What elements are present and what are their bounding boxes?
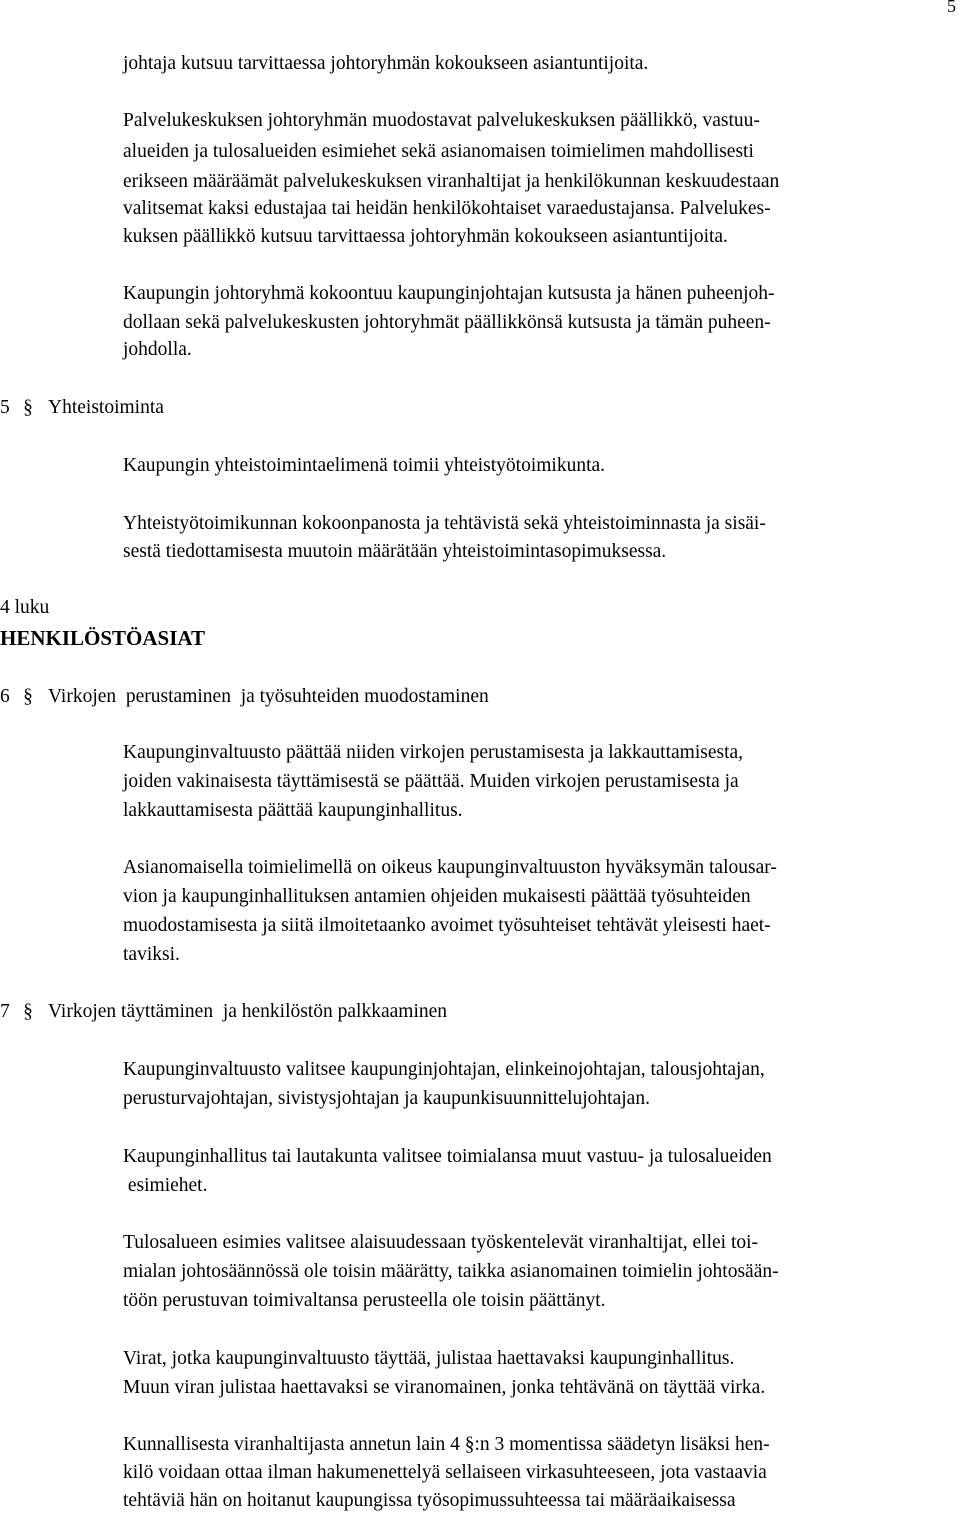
body-line: Palvelukeskuksen johtoryhmän muodostavat palvelukeskuksen päällikkö, vastuu- — [123, 110, 760, 131]
section-title: Yhteistoiminta — [48, 397, 164, 418]
body-line: kilö voidaan ottaa ilman hakumenettelyä sellaiseen virkasuhteeseen, jota vastaavia — [123, 1462, 767, 1483]
body-line: töön perustuvan toimivaltansa perusteella ole toisin päättänyt. — [123, 1290, 606, 1311]
body-line: Muun viran julistaa haettavaksi se viranomainen, jonka tehtävänä on täyttää virka. — [123, 1377, 766, 1398]
body-line: valitsemat kaksi edustajaa tai heidän henkilökohtaiset varaedustajansa. Palvelukes- — [123, 198, 771, 219]
body-line: Kaupungin johtoryhmä kokoontuu kaupunginjohtajan kutsusta ja hänen puheenjoh- — [123, 283, 775, 304]
body-line: Kaupunginvaltuusto päättää niiden virkojen perustamisesta ja lakkauttamisesta, — [123, 742, 744, 763]
body-line: vion ja kaupunginhallituksen antamien ohjeiden mukaisesti päättää työsuhteiden — [123, 886, 751, 907]
section-heading-6 — [0, 687, 489, 707]
body-line: esimiehet. — [123, 1175, 208, 1196]
body-line: mialan johtosäännössä ole toisin määrätty, taikka asianomainen toimielin johtosään- — [123, 1261, 779, 1282]
body-line: tehtäviä hän on hoitanut kaupungissa työsopimussuhteessa tai määräaikaisessa — [123, 1490, 736, 1511]
section-sign: § — [23, 397, 33, 418]
section-sign: § — [23, 1001, 33, 1022]
body-line: Tulosalueen esimies valitsee alaisuudessaan työskentelevät viranhaltijat, ellei toi- — [123, 1232, 759, 1253]
body-line: sestä tiedottamisesta muutoin määrätään yhteistoimintasopimuksessa. — [123, 541, 667, 562]
body-line: Asianomaisella toimielimellä on oikeus kaupunginvaltuuston hyväksymän talousar- — [123, 857, 777, 878]
section-number: 5 — [0, 397, 10, 418]
body-line: johdolla. — [123, 339, 192, 360]
chapter-title: HENKILÖSTÖASIAT — [0, 626, 206, 650]
body-line: taviksi. — [123, 944, 180, 965]
body-line: johtaja kutsuu tarvittaessa johtoryhmän kokoukseen asiantuntijoita. — [123, 53, 649, 74]
body-line: perusturvajohtajan, sivistysjohtajan ja kaupunkisuunnittelujohtajan. — [123, 1088, 650, 1109]
section-number: 6 — [0, 686, 10, 707]
body-line: lakkauttamisesta päättää kaupunginhallitus. — [123, 800, 463, 821]
body-line: Kaupunginvaltuusto valitsee kaupunginjohtajan, elinkeinojohtajan, talousjohtajan, — [123, 1059, 765, 1080]
page-number: 5 — [947, 0, 956, 16]
body-line: dollaan sekä palvelukeskusten johtoryhmät päällikkönsä kutsusta ja tämän puheen- — [123, 312, 771, 333]
body-line: kuksen päällikkö kutsuu tarvittaessa johtoryhmän kokoukseen asiantuntijoita. — [123, 226, 728, 247]
section-heading-7 — [0, 1002, 447, 1022]
body-line: muodostamisesta ja siitä ilmoitetaanko avoimet työsuhteiset tehtävät yleisesti haet- — [123, 915, 771, 936]
section-number: 7 — [0, 1001, 10, 1022]
section-sign: § — [23, 686, 33, 707]
body-line: Kaupungin yhteistoimintaelimenä toimii yhteistyötoimikunta. — [123, 455, 606, 476]
section-title: Virkojen täyttäminen ja henkilöstön palkkaaminen — [48, 1001, 448, 1022]
body-line: Kaupunginhallitus tai lautakunta valitsee toimialansa muut vastuu- ja tulosalueiden — [123, 1146, 772, 1167]
body-line: Virat, jotka kaupunginvaltuusto täyttää, julistaa haettavaksi kaupunginhallitus. — [123, 1348, 735, 1369]
body-line: alueiden ja tulosalueiden esimiehet sekä asianomaisen toimielimen mahdollisesti — [123, 141, 754, 162]
section-title: Virkojen perustaminen ja työsuhteiden muodostaminen — [48, 686, 489, 707]
body-line: Yhteistyötoimikunnan kokoonpanosta ja tehtävistä sekä yhteistoiminnasta ja sisäi- — [123, 513, 766, 534]
body-line: erikseen määräämät palvelukeskuksen viranhaltijat ja henkilökunnan keskuudestaan — [123, 171, 780, 192]
body-line: Kunnallisesta viranhaltijasta annetun lain 4 §:n 3 momentissa säädetyn lisäksi hen- — [123, 1434, 770, 1455]
body-line: joiden vakinaisesta täyttämisestä se päättää. Muiden virkojen perustamisesta ja — [123, 771, 739, 792]
section-heading-5 — [0, 398, 164, 418]
chapter-label: 4 luku — [0, 597, 50, 618]
